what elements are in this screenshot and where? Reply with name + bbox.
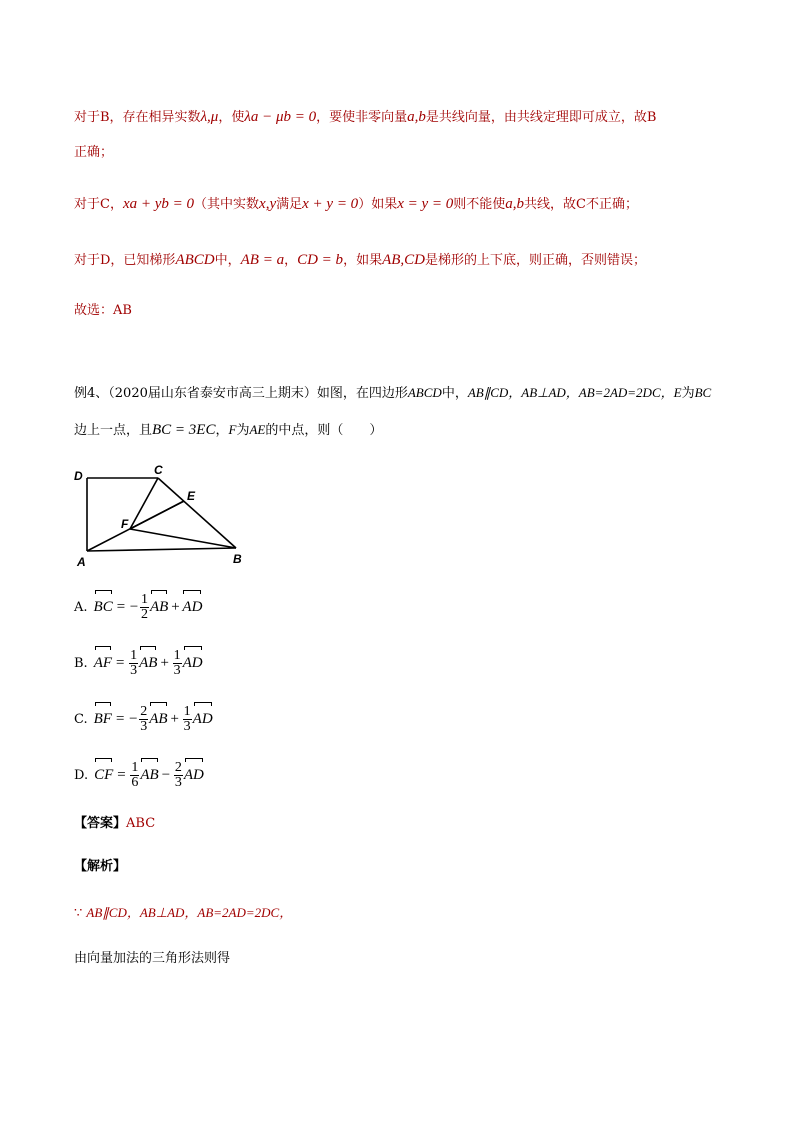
item-d-text1: 对于D，已知梯形: [74, 253, 176, 268]
option-equals: =: [115, 599, 126, 615]
item-d-abcd: ABCD: [175, 252, 215, 268]
item-b-line2: [74, 144, 113, 162]
analysis-line: [74, 858, 126, 876]
item-b-line1: [74, 108, 656, 127]
label-c: C: [154, 463, 163, 477]
item-d-text5: 是梯形的上下底，则正确，否则错误；: [425, 253, 647, 268]
item-c-text1: 对于C，: [74, 197, 123, 212]
option-lhs-vector: BC: [94, 592, 113, 622]
item-b-text2: ，使: [218, 110, 245, 125]
option-letter: B.: [74, 656, 88, 671]
option-sign2: +: [159, 655, 170, 671]
option-vector-ad: AD: [182, 592, 202, 622]
option-vector-ad: AD: [184, 760, 204, 790]
option-equals: =: [116, 767, 127, 783]
analysis-label: 【解析】: [74, 859, 127, 874]
option-vector-ad: AD: [193, 704, 213, 734]
example-ae: AE: [249, 422, 266, 437]
item-c-text2: （其中实数: [194, 197, 260, 212]
option-sign2: −: [160, 767, 171, 783]
item-d-eq1: AB = a: [240, 252, 285, 268]
frac1-num: 1: [140, 592, 148, 607]
label-f: F: [121, 517, 129, 531]
item-b-vectors: a,b: [407, 109, 426, 125]
item-c-condition: x + y = 0: [302, 196, 359, 212]
because-line: [74, 904, 292, 923]
item-d-ab-cd: AB,CD: [382, 252, 425, 268]
option-frac2: [174, 761, 183, 790]
item-d-text3: ，: [284, 253, 298, 268]
example-text2: 中，: [441, 386, 468, 401]
option-vector-ab: AB: [139, 648, 157, 678]
item-c-text4: ）如果: [358, 197, 398, 212]
frac1-den: 3: [140, 719, 148, 734]
option-frac2: [183, 705, 192, 734]
segment-fb: [130, 529, 236, 548]
option-frac2: [173, 649, 182, 678]
item-d-eq2: CD = b: [297, 252, 344, 268]
item-d-line: [74, 251, 646, 270]
option-vector-ab: AB: [149, 704, 167, 734]
example-text1: 例4、（2020届山东省泰安市高三上期末）如图，在四边形: [74, 386, 408, 401]
item-c-text3: 满足: [276, 197, 303, 212]
item-b-text4: 是共线向量，由共线定理即可成立，故B: [425, 110, 657, 125]
item-d-text4: ，如果: [343, 253, 383, 268]
label-b: B: [233, 552, 242, 566]
segment-cb: [158, 478, 236, 548]
label-d: D: [74, 469, 83, 483]
frac2-den: 3: [174, 775, 182, 790]
frac2-den: 3: [173, 663, 181, 678]
option-letter: A.: [74, 600, 88, 615]
option-sign2: +: [170, 599, 181, 615]
option-equals: =: [114, 711, 126, 727]
item-c-text6: 共线，故C不正确；: [524, 197, 638, 212]
item-c-line: [74, 195, 638, 214]
frac1-den: 6: [131, 775, 139, 790]
option-lhs-vector: CF: [94, 760, 113, 790]
example-line2: [74, 421, 382, 440]
example-abcd: ABCD: [407, 385, 442, 400]
option-sign1: −: [128, 599, 139, 615]
frac2-num: 2: [174, 760, 182, 775]
item-c-condition2: x = y = 0: [397, 196, 454, 212]
option-frac1: [129, 649, 138, 678]
example-text6: 为: [236, 423, 250, 438]
because-symbol: ∵: [74, 906, 83, 921]
item-c-equation: xa + yb = 0: [122, 196, 195, 212]
trapezoid-figure: [70, 460, 270, 580]
option-vector-ab: AB: [150, 592, 168, 622]
option-equals: =: [115, 655, 126, 671]
option-lhs-vector: BF: [94, 704, 112, 734]
segment-ab: [87, 548, 236, 551]
example-text5: ，: [215, 423, 229, 438]
frac1-num: 2: [140, 704, 148, 719]
frac2-den: 3: [183, 719, 191, 734]
item-b-text3: ，要使非零向量: [316, 110, 408, 125]
example-bc: BC: [694, 385, 712, 400]
option-frac1: [140, 593, 149, 622]
option-4: [74, 760, 204, 791]
frac1-num: 1: [130, 648, 138, 663]
frac2-num: 1: [183, 704, 191, 719]
frac2-num: 1: [173, 648, 181, 663]
answer-label: 【答案】: [74, 816, 127, 831]
frac1-num: 1: [131, 760, 139, 775]
frac1-den: 3: [130, 663, 138, 678]
example-condition: AB∥CD，AB⊥AD，AB=2AD=2DC，E: [467, 385, 682, 400]
item-d-text2: 中，: [214, 253, 241, 268]
item-b-text1: 对于B，存在相异实数: [74, 110, 201, 125]
option-3: [74, 704, 213, 735]
option-vector-ab: AB: [140, 760, 158, 790]
example-text4: 边上一点，且: [74, 423, 153, 438]
example-f: F: [228, 422, 237, 437]
option-lhs-vector: AF: [94, 648, 112, 678]
answer-line: [74, 815, 155, 833]
item-b-equation: λa − μb = 0: [244, 109, 317, 125]
option-vector-ad: AD: [183, 648, 203, 678]
example-line1: [74, 384, 711, 403]
last-line: 由向量加法的三角形法则得: [74, 951, 231, 966]
choose-line: 故选：AB: [74, 303, 132, 318]
because-text: AB∥CD，AB⊥AD，AB=2AD=2DC，: [86, 905, 293, 920]
option-frac1: [139, 705, 148, 734]
option-1: [74, 592, 202, 623]
answer-value: ABC: [126, 816, 156, 831]
label-a: A: [77, 555, 86, 569]
example-equation: BC = 3EC: [152, 422, 216, 438]
example-text3: 为: [681, 386, 695, 401]
option-2: [74, 648, 203, 679]
option-letter: D.: [74, 768, 89, 783]
option-frac1: [130, 761, 139, 790]
item-c-vectors: a,b: [505, 196, 525, 212]
option-letter: C.: [74, 712, 88, 727]
item-c-xy: x,y: [259, 196, 277, 212]
frac1-den: 2: [140, 607, 148, 622]
item-b-text5: 正确；: [74, 145, 114, 160]
label-e: E: [187, 489, 196, 503]
item-b-lambda-mu: λ,μ: [200, 109, 219, 125]
item-c-text5: 则不能使: [453, 197, 506, 212]
option-sign1: −: [128, 711, 139, 727]
option-sign2: +: [169, 711, 180, 727]
example-text7: 的中点，则（ ）: [265, 423, 383, 438]
